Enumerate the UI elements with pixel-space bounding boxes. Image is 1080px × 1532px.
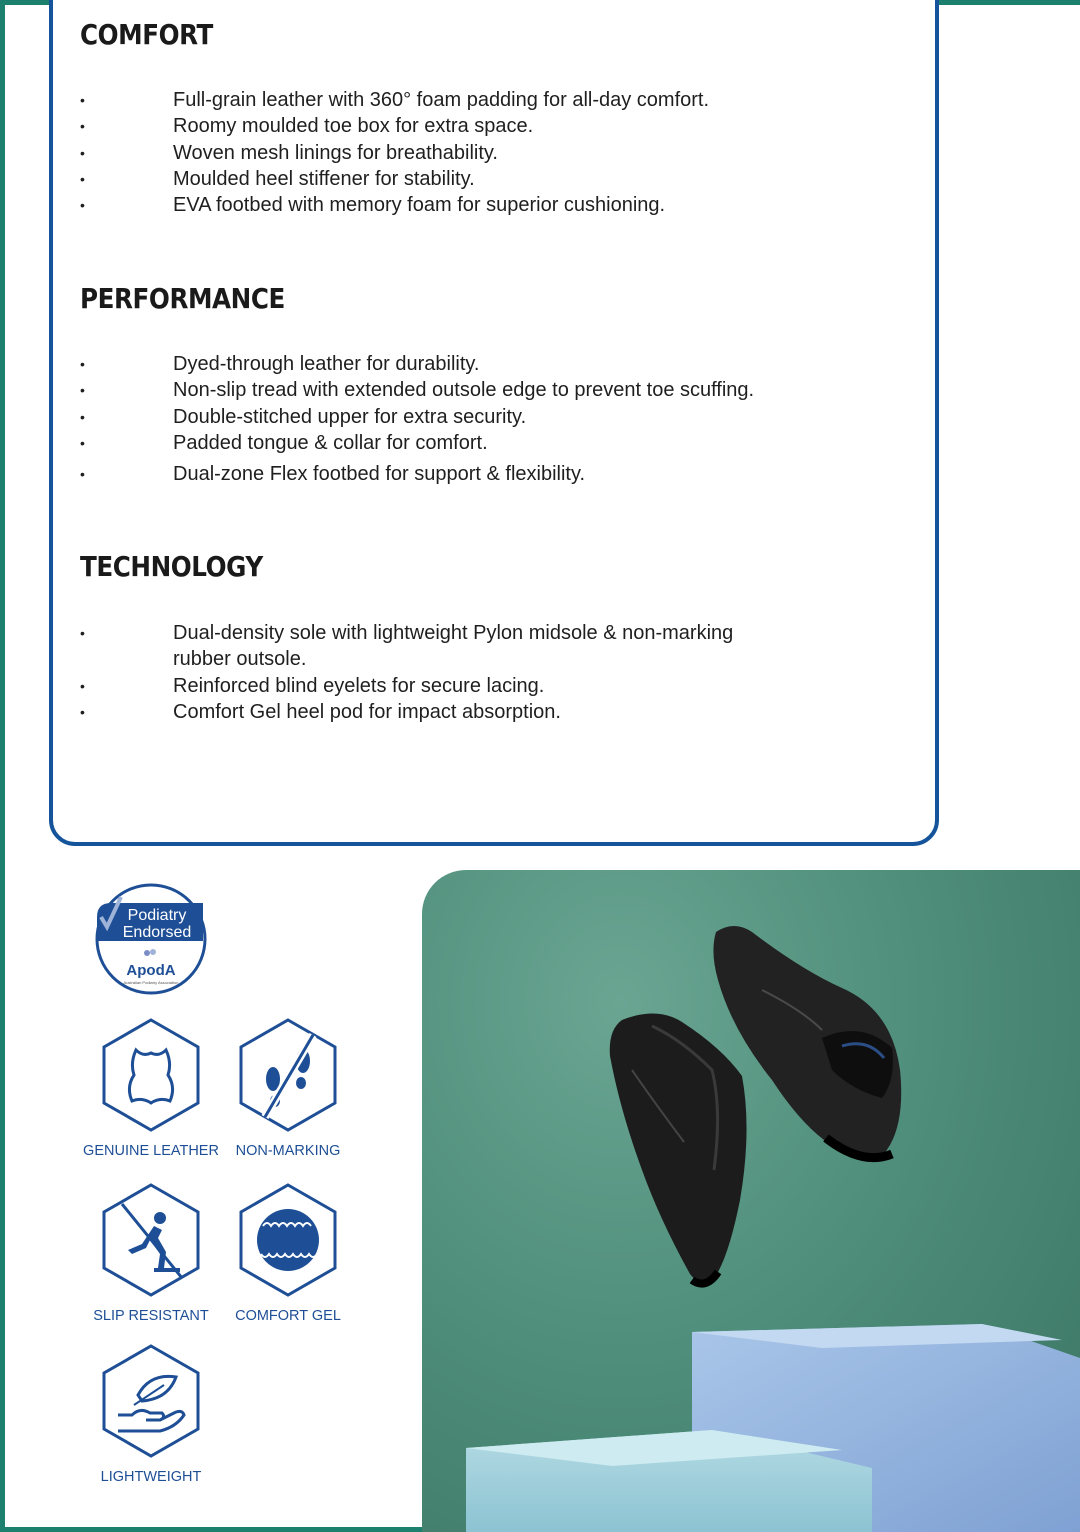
list-item: • Padded tongue & collar for comfort. <box>80 430 733 456</box>
list-item: • Dual-zone Flex footbed for support & flexibility. <box>80 461 733 487</box>
no-slip-icon <box>98 1182 204 1298</box>
shoe-left <box>610 1013 747 1283</box>
feather-hand-icon <box>98 1343 204 1459</box>
list-item: • Dual-density sole with lightweight Pylon midsole & non-marking rubber outsole. <box>80 620 793 673</box>
no-footprints-icon <box>235 1017 341 1133</box>
list-item: • Roomy moulded toe box for extra space. <box>80 113 733 139</box>
badge-org: ApodA <box>126 962 176 979</box>
comfort-list <box>80 87 733 218</box>
feature-label: SLIP RESISTANT <box>93 1308 209 1324</box>
badge-line2: Endorsed <box>122 924 192 941</box>
leather-hide-icon <box>98 1017 204 1133</box>
feature-label: NON-MARKING <box>235 1143 341 1159</box>
gel-pod-icon <box>235 1182 341 1298</box>
feature-label: COMFORT GEL <box>235 1308 341 1324</box>
section-title-comfort: COMFORT <box>80 18 213 51</box>
feature-label: LIGHTWEIGHT <box>100 1469 202 1485</box>
badge-org-small: Australian Podiatry Association <box>123 980 179 985</box>
feature-comfort-gel <box>203 1182 373 1324</box>
list-item: • Moulded heel stiffener for stability. <box>80 166 733 192</box>
list-item: • Reinforced blind eyelets for secure lacing. <box>80 673 733 699</box>
section-title-technology: TECHNOLOGY <box>80 550 263 583</box>
section-title-performance: PERFORMANCE <box>80 282 285 315</box>
list-item: • Dyed-through leather for durability. <box>80 351 733 377</box>
technology-list <box>80 620 793 725</box>
list-item: • Non-slip tread with extended outsole edge to prevent toe scuffing. <box>80 377 823 403</box>
list-item: • EVA footbed with memory foam for superior cushioning. <box>80 192 733 218</box>
bottom-frame-line <box>0 1527 422 1532</box>
podiatry-endorsed-badge <box>95 883 207 995</box>
feature-label: GENUINE LEATHER <box>83 1143 219 1159</box>
list-item: • Comfort Gel heel pod for impact absorption. <box>80 699 733 725</box>
badge-line1: Podiatry <box>127 907 187 924</box>
list-item: • Woven mesh linings for breathability. <box>80 140 733 166</box>
list-item: • Full-grain leather with 360° foam padding for all-day comfort. <box>80 87 733 113</box>
list-item: • Double-stitched upper for extra security. <box>80 404 733 430</box>
feature-lightweight <box>66 1343 236 1485</box>
feature-non-marking <box>203 1017 373 1159</box>
product-photo <box>422 870 1080 1532</box>
performance-list <box>80 351 823 487</box>
